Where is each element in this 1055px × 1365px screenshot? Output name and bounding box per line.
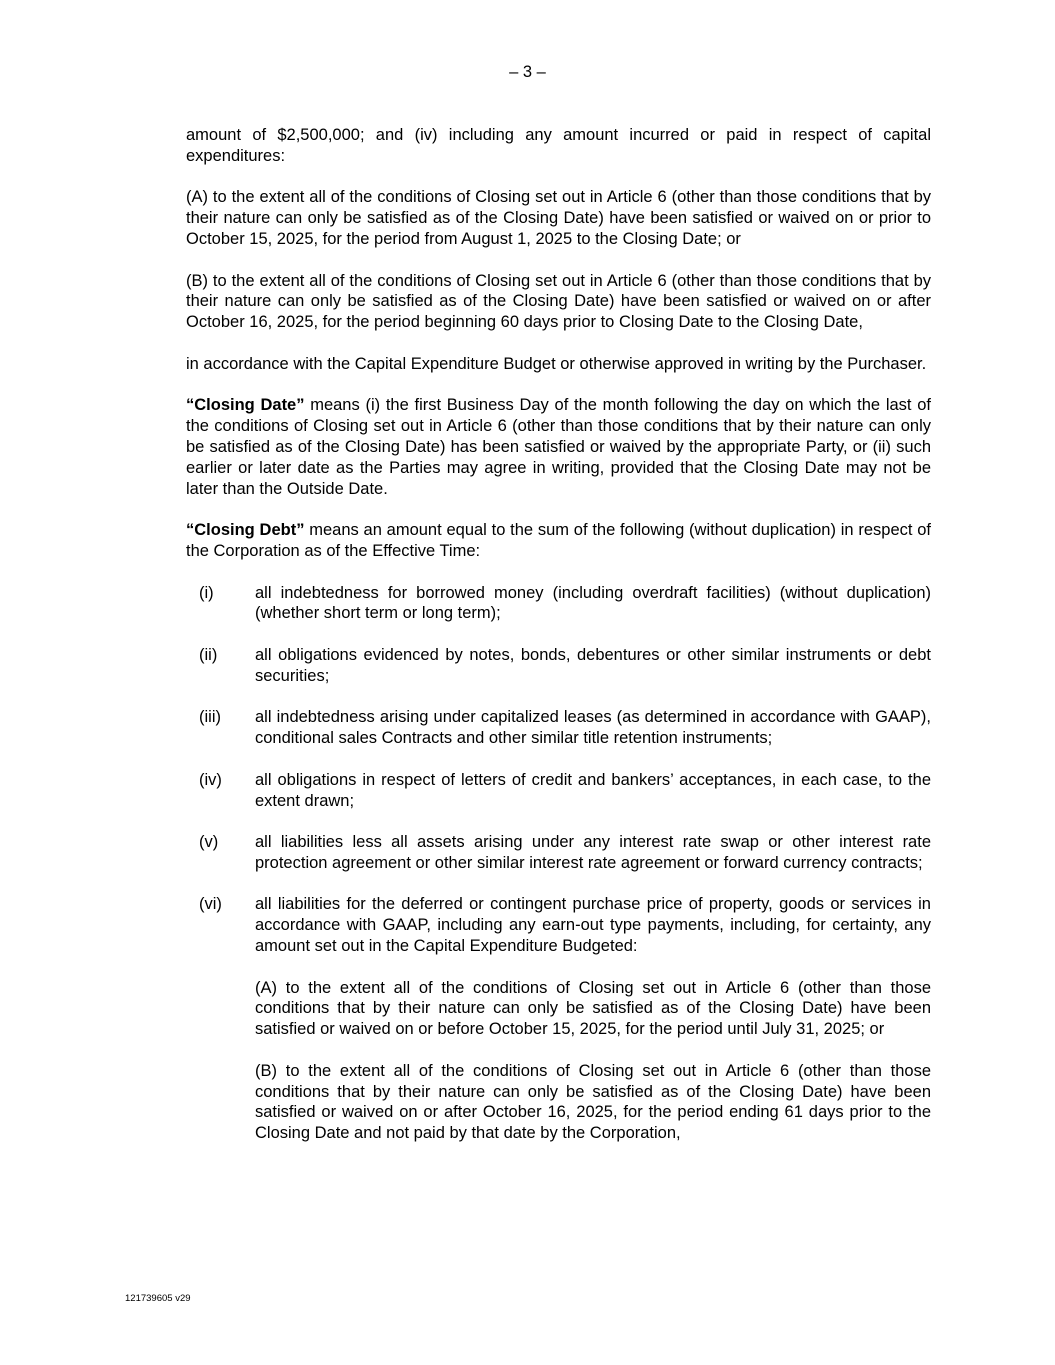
list-item-number: (vi): [199, 895, 222, 914]
intro-clause-a: (A) to the extent all of the conditions of Closing set out in Article 6 (other than those conditions that by their nature can only be satisfied as of the Closing Date) have been satisfied or waived on or prior to October 15, 2025, for the period from August 1, 2025 to the Closing Date; or: [186, 188, 931, 248]
closing-debt-item-i: [186, 583, 931, 625]
intro-tail: in accordance with the Capital Expenditure Budget or otherwise approved in writing by the Purchaser.: [186, 354, 927, 373]
list-item-text: all obligations evidenced by notes, bonds, debentures or other similar instruments or debt securities;: [255, 645, 931, 685]
closing-date-definition: [186, 395, 931, 499]
list-item-number: (i): [199, 583, 214, 602]
closing-date-term: “Closing Date”: [186, 396, 305, 415]
closing-debt-term: “Closing Debt”: [186, 521, 305, 540]
closing-debt-item-v: [186, 832, 931, 874]
intro-continuation: amount of $2,500,000; and (iv) including any amount incurred or paid in respect of capital expenditures:: [186, 126, 931, 165]
list-item-number: (ii): [199, 645, 218, 664]
item-vi-sub-clause-a: (A) to the extent all of the conditions of Closing set out in Article 6 (other than those conditions that by their nature can only be satisfied as of the Closing Date) have been satisfied or waived on or before October 15, 2025, for the period until July 31, 2025; or: [255, 978, 931, 1039]
list-item-text: all liabilities for the deferred or contingent purchase price of property, goods or services in accordance with GAAP, including any earn-out type payments, including, for certainty, any amount set out in the Capital Expenditure Budgeted:: [255, 895, 931, 956]
closing-debt-item-vi: [186, 894, 931, 1144]
closing-debt-item-iv: [186, 770, 931, 812]
list-item-text: all indebtedness for borrowed money (including overdraft facilities) (without duplication) (whether short term or long term);: [255, 583, 931, 623]
closing-debt-definition: [186, 520, 931, 562]
closing-debt-item-iii: [186, 707, 931, 749]
closing-debt-item-ii: [186, 645, 931, 687]
list-item-number: (v): [199, 833, 219, 852]
list-item-text: all indebtedness arising under capitalized leases (as determined in accordance with GAAP), conditional sales Contracts and other similar title retention instruments;: [255, 708, 931, 748]
list-item-text: all obligations in respect of letters of credit and bankers’ acceptances, in each case, to the extent drawn;: [255, 770, 931, 810]
item-vi-sub-clause-b: (B) to the extent all of the conditions of Closing set out in Article 6 (other than those conditions that by their nature can only be satisfied as of the Closing Date) have been satisfied or waived on or after October 16, 2025, for the period ending 61 days prior to the Closing Date and not paid by that date by the Corporation,: [255, 1061, 931, 1143]
list-item-number: (iv): [199, 770, 222, 789]
document-body: [186, 125, 931, 1165]
list-item-number: (iii): [199, 708, 221, 727]
list-item-text: all liabilities less all assets arising under any interest rate swap or other interest rate protection agreement or other similar interest rate agreement or forward currency contracts;: [255, 833, 931, 872]
intro-clause-b: (B) to the extent all of the conditions of Closing set out in Article 6 (other than those conditions that by their nature can only be satisfied as of the Closing Date) have been satisfied or waived on or after October 16, 2025, for the period beginning 60 days prior to Closing Date to the Closing Date,: [186, 271, 931, 332]
page-number: – 3 –: [509, 63, 546, 81]
document-id: 121739605 v29: [125, 1293, 191, 1304]
closing-date-text: means (i) the first Business Day of the month following the day on which the last of the conditions of Closing set out in Article 6 (other than those conditions that by their nature can only be satisfied as of the Closing Date) has been satisfied or waived by the appropriate Party, or (ii) such earlier or later date as the Parties may agree in writing, provided that the Closing Date may not be later than the Outside Date.: [186, 396, 931, 498]
closing-debt-text: means an amount equal to the sum of the following (without duplication) in respect of the Corporation as of the Effective Time:: [186, 521, 931, 560]
